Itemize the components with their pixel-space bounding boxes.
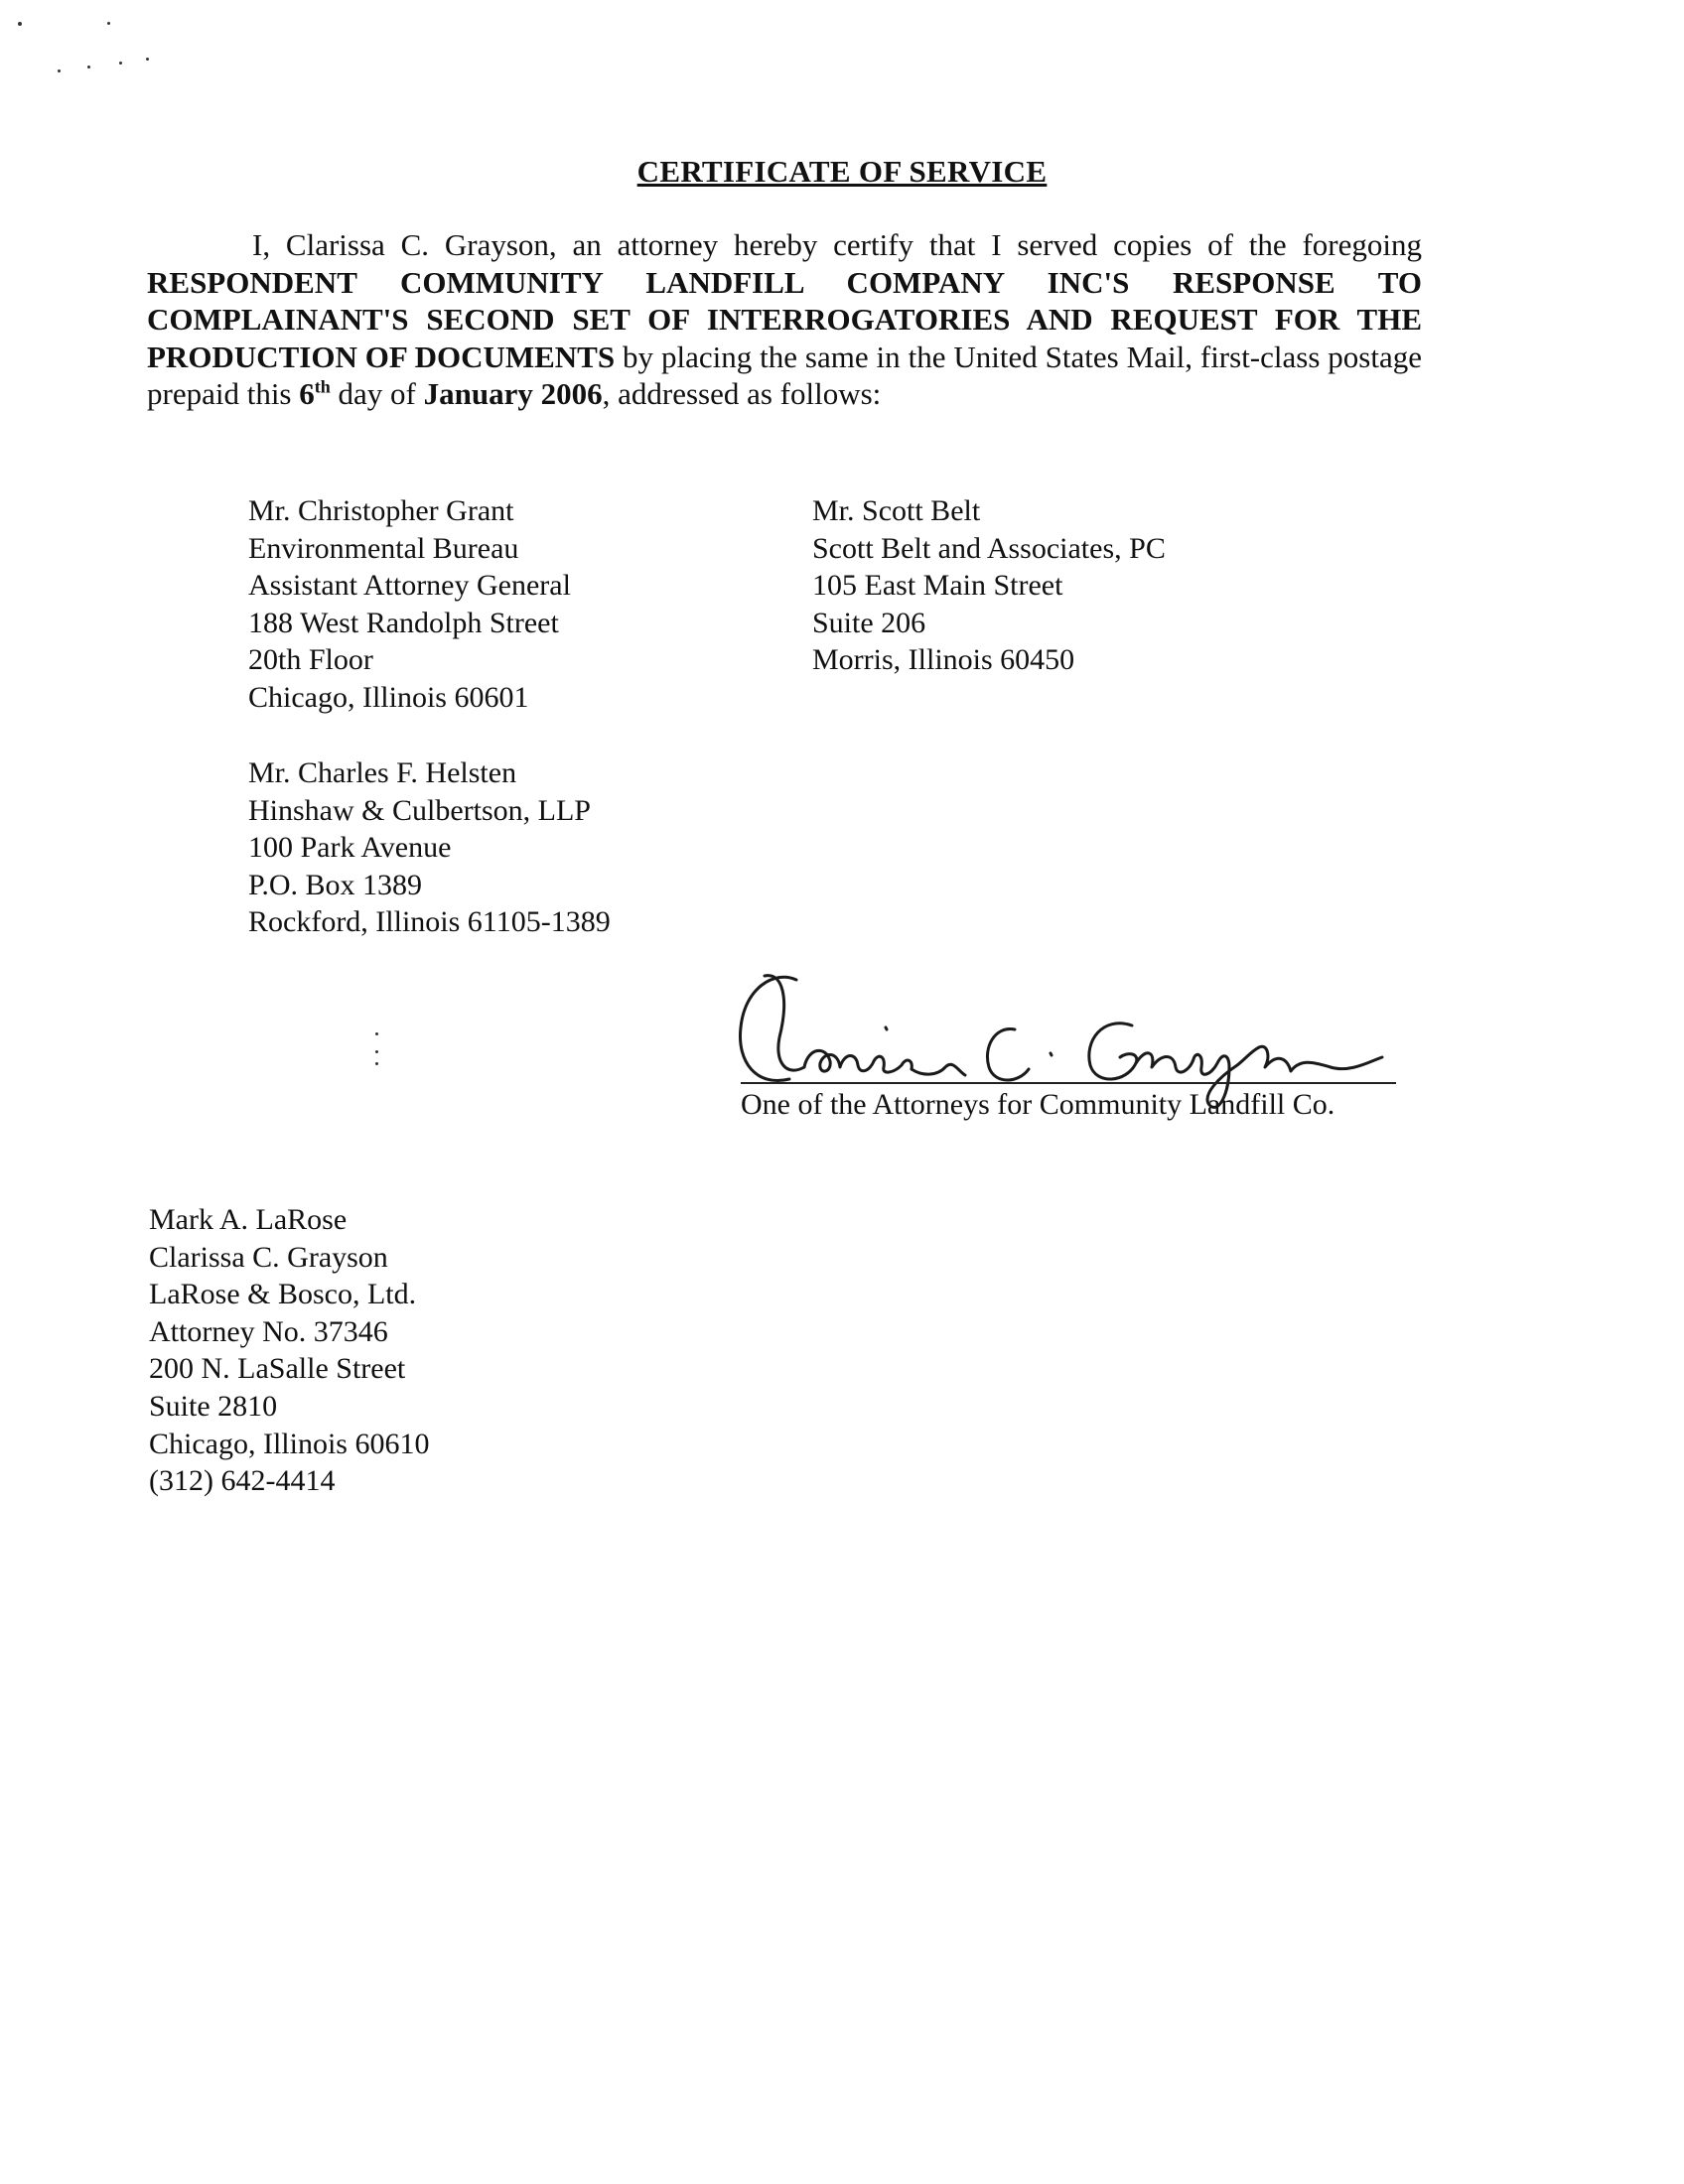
- address-line: P.O. Box 1389: [248, 868, 423, 901]
- signature-line: [741, 1082, 1396, 1084]
- address-line: Suite 2810: [149, 1389, 278, 1423]
- address-line: 188 West Randolph Street: [248, 606, 559, 639]
- certification-text: [147, 226, 1422, 413]
- scan-speck: [58, 69, 61, 72]
- address-line: Clarissa C. Grayson: [149, 1240, 388, 1274]
- page-title: CERTIFICATE OF SERVICE: [636, 154, 1048, 189]
- scan-speck: [87, 66, 90, 68]
- served-document-title: RESPONDENT COMMUNITY LANDFILL COMPANY INC'S RESPONSE TO COMPLAINANT'S SECOND SET OF INTERROGATORIES AND REQUEST FOR THE PRODUCTION OF DOCUMENTS: [147, 264, 1422, 374]
- address-line: Chicago, Illinois 60610: [149, 1427, 430, 1460]
- scan-speck: [18, 22, 22, 26]
- service-day: 6th: [299, 376, 331, 411]
- address-line: Scott Belt and Associates, PC: [812, 531, 1166, 565]
- day-suffix: th: [314, 376, 331, 397]
- address-line: Mark A. LaRose: [149, 1203, 348, 1236]
- service-month-year: January 2006: [423, 376, 603, 411]
- scan-speck: [119, 62, 122, 65]
- address-line: Morris, Illinois 60450: [812, 643, 1075, 677]
- address-line: Mr. Scott Belt: [812, 494, 981, 527]
- address-line: Rockford, Illinois 61105-1389: [248, 905, 611, 939]
- address-line: Environmental Bureau: [248, 531, 519, 565]
- address-line: Assistant Attorney General: [248, 569, 571, 603]
- recipient-address-block: [812, 492, 1166, 679]
- address-line: 200 N. LaSalle Street: [149, 1352, 406, 1386]
- recipient-address-block: [248, 492, 571, 717]
- address-line: Mr. Christopher Grant: [248, 494, 514, 527]
- sender-address-block: [149, 1201, 429, 1500]
- address-line: 100 Park Avenue: [248, 831, 452, 865]
- address-line: 105 East Main Street: [812, 569, 1063, 603]
- signature-caption: One of the Attorneys for Community Landfill Co.: [741, 1088, 1335, 1121]
- address-line: (312) 642-4414: [149, 1464, 336, 1498]
- scan-speck: [146, 58, 149, 61]
- intro-opening: I, Clarissa C. Grayson, an attorney hereby certify that I served copies of the foregoing: [252, 227, 1422, 262]
- address-line: Mr. Charles F. Helsten: [248, 756, 517, 789]
- scan-speck: [375, 1062, 378, 1065]
- address-line: 20th Floor: [248, 643, 373, 677]
- scan-speck: [107, 22, 110, 25]
- address-line: LaRose & Bosco, Ltd.: [149, 1278, 417, 1311]
- address-line: Chicago, Illinois 60601: [248, 680, 529, 714]
- intro-middle: by placing the same in the United States Mail, first-class postage prepaid this: [147, 339, 1423, 411]
- recipient-address-block: [248, 754, 611, 941]
- scan-speck: [375, 1050, 378, 1053]
- address-line: Suite 206: [812, 606, 926, 639]
- certification-paragraph: [147, 226, 1422, 413]
- intro-closing: , addressed as follows:: [602, 376, 882, 411]
- day-word: day of: [338, 376, 416, 411]
- scan-speck: [375, 1032, 378, 1035]
- address-line: Attorney No. 37346: [149, 1314, 388, 1348]
- address-line: Hinshaw & Culbertson, LLP: [248, 793, 591, 827]
